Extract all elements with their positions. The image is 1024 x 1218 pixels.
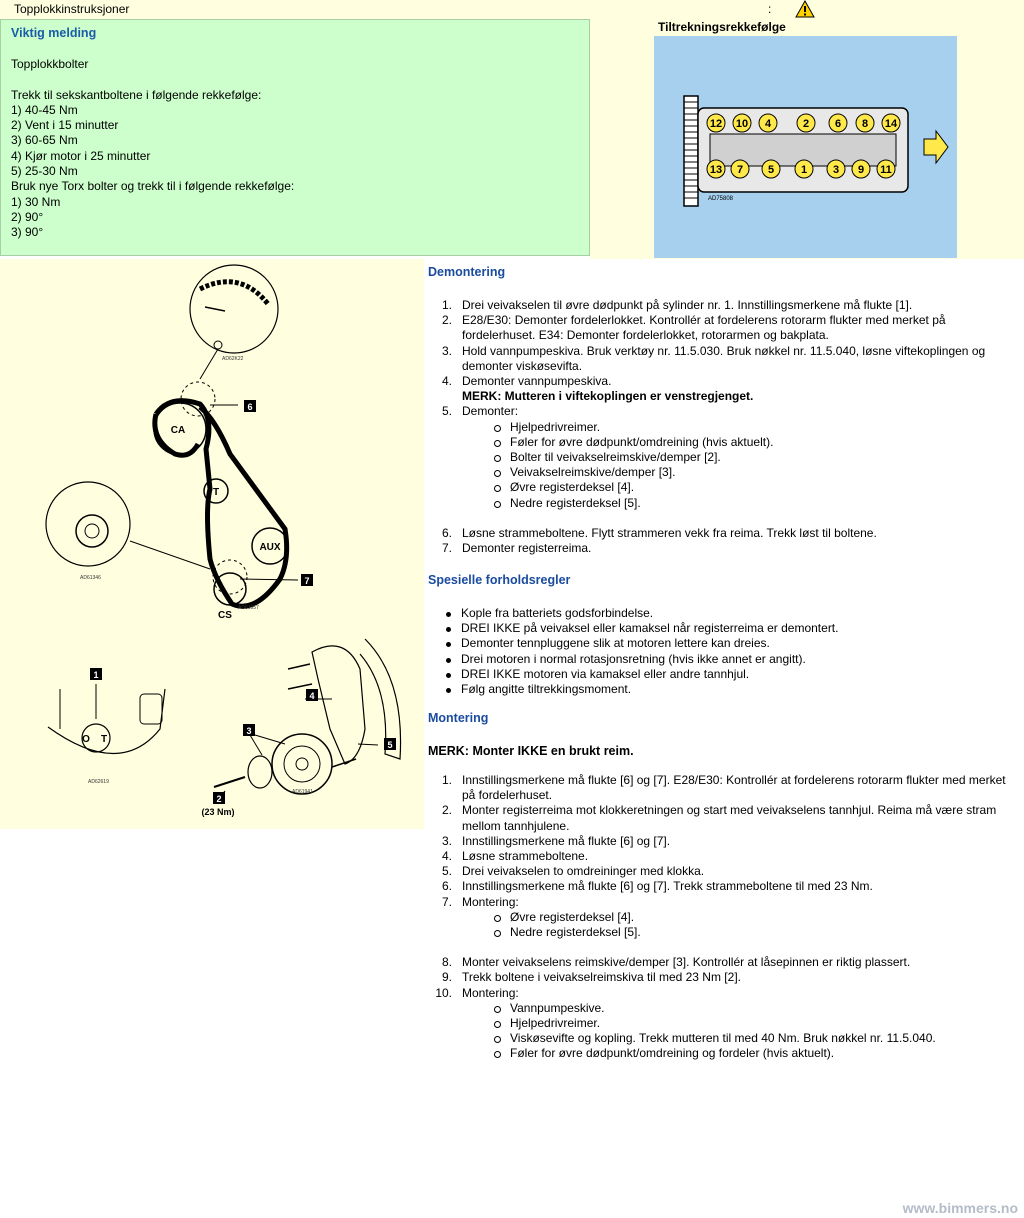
note-lines	[11, 57, 294, 241]
list-item: 6. Innstillingsmerkene må flukte [6] og [7]. Trekk strammeboltene til med 23 Nm.	[441, 879, 873, 894]
list-item: 8. Monter veivakselens reimskive/demper [3]. Kontrollér at låsepinnen er riktig plassert.	[441, 955, 911, 970]
important-note	[0, 19, 590, 256]
note-line: Topplokkbolter	[11, 57, 89, 71]
direction-arrow-icon	[924, 131, 948, 163]
list-item: DREI IKKE på veivaksel eller kamaksel når registerreima er demontert.	[446, 621, 838, 636]
label-cs: CS	[218, 610, 232, 621]
note-line: Trekk til sekskantboltene i følgende rekkefølge:	[11, 87, 262, 102]
section-montering: Montering	[428, 711, 489, 725]
code-3: AD61957	[238, 605, 259, 611]
sub-list: Øvre registerdeksel [4]. Nedre registerdeksel [5].	[462, 910, 1008, 940]
top-bar	[0, 0, 1024, 19]
svg-text:12: 12	[709, 118, 723, 130]
svg-text:8: 8	[861, 118, 869, 130]
list-item: 1. Drei veivakselen til øvre dødpunkt på sylinder nr. 1. Innstillingsmerkene må flukte [1].	[441, 298, 913, 312]
svg-text:1: 1	[800, 164, 808, 176]
code-1: AD62K22	[222, 356, 244, 362]
svg-text:11: 11	[880, 164, 892, 176]
list-item: 4. Demonter vannpumpeskiva. MERK: Mutteren i viftekoplingen er venstregjenget.	[441, 374, 754, 404]
list-item: 2. E28/E30: Demonter fordelerlokket. Kontrollér at fordelerens rotorarm flukter med merket på fordelerhuset. E34: Demonter fordelerlokket, rotorarmen og bakplata.	[441, 313, 946, 343]
page-title: Topplokkinstruksjoner	[14, 2, 130, 16]
note-line: 1) 30 Nm	[11, 194, 61, 209]
header-colon: :	[768, 2, 772, 16]
detail-cam-mark	[190, 265, 278, 353]
list-item: Demonter tennpluggene slik at motoren lettere kan dreies.	[446, 636, 838, 651]
callout-1: 1	[93, 670, 99, 680]
note-line: 3) 90°	[11, 225, 44, 240]
list-item: 2. Monter registerreima mot klokkeretningen og start med veivakselens tannhjul. Reima må være stram mellom tannhjulene.	[441, 803, 997, 833]
note-line: 2) 90°	[11, 209, 44, 224]
list-item: 1. Innstillingsmerkene må flukte [6] og [7]. E28/E30: Kontrollér at fordelerens rotorarm flukter med merket på fordelerhuset.	[441, 773, 1006, 803]
list-item: 7. Demonter registerreima.	[441, 541, 592, 556]
callout-6: 6	[247, 402, 253, 412]
note-line: Bruk nye Torx bolter og trekk til i følgende rekkefølge:	[11, 179, 295, 194]
tightening-order-title: Tiltrekningsrekkefølge	[658, 20, 786, 34]
code-4: AD62619	[88, 779, 109, 785]
sub-list: Hjelpedrivreimer. Føler for øvre dødpunkt/omdreining (hvis aktuelt). Bolter til veivakselreimskive/demper [2]. Veivakselreimskive/demper [3]. Øvre registerdeksel [4]. Nedre registerdeksel [5].	[462, 420, 1008, 511]
note-line: 3) 60-65 Nm	[11, 133, 78, 148]
cylinder-head-diagram	[654, 36, 957, 258]
timing-cover	[312, 646, 365, 764]
list-item: DREI IKKE motoren via kamaksel eller andre tannhjul.	[446, 667, 838, 682]
bolt-row-bottom	[707, 160, 895, 178]
label-t-mark: T	[100, 734, 108, 745]
list-item: Følg angitte tiltrekkingsmoment.	[446, 682, 838, 697]
note-line: 5) 25-30 Nm	[11, 164, 78, 179]
label-t: T	[212, 487, 220, 498]
list-item: 9. Trekk boltene i veivakselreimskiva til med 23 Nm [2].	[441, 970, 741, 985]
list-item: 10. Montering: Vannpumpeskive. Hjelpedrivreimer. Viskøsevifte og kopling. Trekk mutteren til med 40 Nm. Bruk nøkkel nr. 11.5.040. Føler for øvre dødpunkt/omdreining og fordeler (hvis aktuelt).	[428, 986, 1008, 1062]
list-item: 4. Løsne strammeboltene.	[441, 849, 589, 864]
svg-text:2: 2	[802, 118, 810, 130]
svg-text:13: 13	[709, 164, 723, 176]
list-item: 5. Demonter: Hjelpedrivreimer. Føler for øvre dødpunkt/omdreining (hvis aktuelt). Bolter til veivakselreimskive/demper [2]. Veivakselreimskive/demper [3]. Øvre registerdeksel [4]. Nedre registerdeksel [5].	[428, 404, 1008, 525]
section-spesielle: Spesielle forholdsregler	[428, 573, 571, 587]
svg-text:14: 14	[884, 118, 898, 130]
label-ca: CA	[170, 425, 186, 436]
code-2: AD61346	[80, 575, 101, 581]
svg-text:10: 10	[735, 118, 749, 130]
note-heading: Viktig melding	[11, 26, 97, 40]
callout-7: 7	[304, 576, 310, 586]
svg-text:9: 9	[857, 164, 865, 176]
callout-3: 3	[246, 726, 252, 736]
list-item: 7. Montering: Øvre registerdeksel [4]. Nedre registerdeksel [5].	[428, 895, 1008, 956]
detail-crank-mark	[46, 482, 130, 566]
torque-label: (23 Nm)	[201, 807, 235, 817]
list-item: Drei motoren i normal rotasjonsretning (hvis ikke annet er angitt).	[446, 652, 838, 667]
spesielle-list	[446, 606, 838, 697]
list-item: 3. Hold vannpumpeskiva. Bruk verktøy nr. 11.5.030. Bruk nøkkel nr. 11.5.040, løsne viftekoplingen og demonter viskøsevifta.	[441, 343, 986, 373]
list-item: 5. Drei veivakselen to omdreininger med klokka.	[441, 864, 705, 879]
cam-sprocket	[684, 96, 698, 206]
site-watermark: www.bimmers.no	[902, 1200, 1018, 1216]
code-5: AD61941	[292, 789, 313, 795]
svg-text:3: 3	[832, 164, 840, 176]
warning-icon	[795, 0, 815, 18]
list-item: 6. Løsne strammeboltene. Flytt strammeren vekk fra reima. Trekk løst til boltene.	[441, 525, 877, 540]
section-demontering: Demontering	[428, 265, 506, 279]
note-line: 1) 40-45 Nm	[11, 102, 78, 117]
note-line: 2) Vent i 15 minutter	[11, 118, 119, 133]
note-line: 4) Kjør motor i 25 minutter	[11, 148, 151, 163]
diagram-code: AD75808	[708, 196, 734, 202]
note-line	[11, 72, 294, 87]
svg-text:7: 7	[736, 164, 744, 176]
list-item: 3. Innstillingsmerkene må flukte [6] og [7].	[441, 833, 671, 848]
bolt-row-top	[707, 114, 900, 132]
sub-list: Vannpumpeskive. Hjelpedrivreimer. Viskøsevifte og kopling. Trekk mutteren til med 40 Nm. Bruk nøkkel nr. 11.5.040. Føler for øvre dødpunkt/omdreining og fordeler (hvis aktuelt).	[462, 1001, 1008, 1062]
callout-4: 4	[309, 691, 315, 701]
callout-2: 2	[216, 794, 222, 804]
svg-text:6: 6	[834, 118, 842, 130]
demontering-list	[428, 298, 1008, 556]
svg-text:4: 4	[764, 118, 772, 130]
callout-5: 5	[387, 740, 393, 750]
label-aux: AUX	[259, 542, 281, 553]
label-o: O	[82, 734, 90, 745]
list-item: Kople fra batteriets godsforbindelse.	[446, 606, 838, 621]
montering-warning: MERK: Monter IKKE en brukt reim.	[428, 744, 634, 758]
svg-text:5: 5	[767, 164, 775, 176]
montering-list	[428, 773, 1008, 1062]
timing-belt-illustrations	[0, 259, 424, 829]
